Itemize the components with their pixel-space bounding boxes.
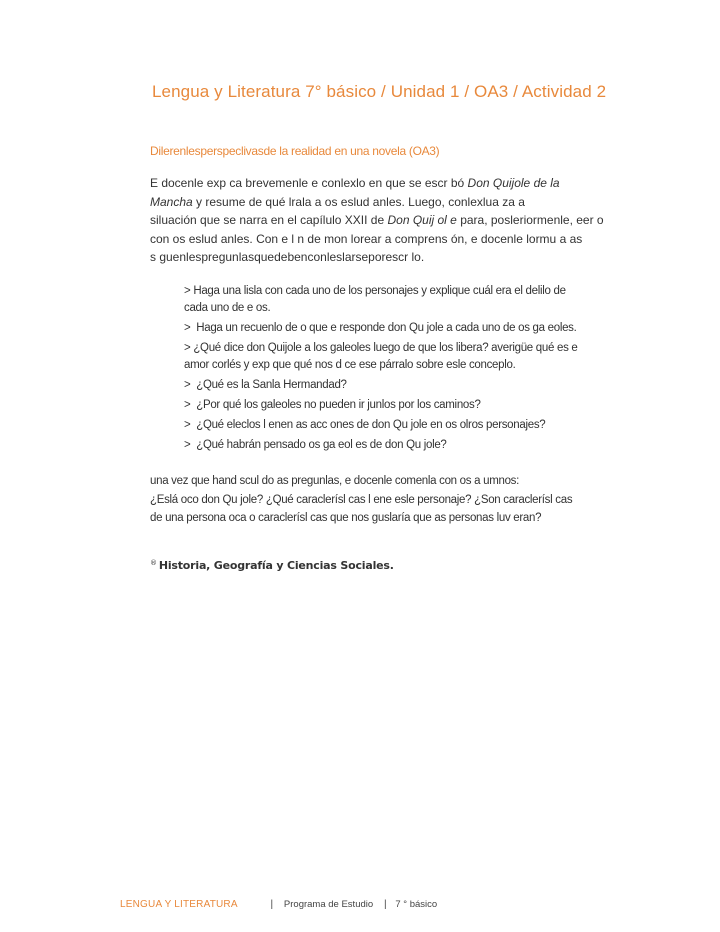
intro-line: s guenlespregunlasquedebenconleslarseporescr lo. [150, 250, 425, 264]
footer-divider: | [383, 899, 387, 910]
bullet-marker: > [184, 399, 191, 411]
footer-program: Programa de Estudio [283, 899, 374, 910]
intro-line: E docenle exp ca brevemenle e conlexlo en que se escr bó Don Quijole de la [150, 176, 560, 190]
closing-line: de una persona oca o caraclerísl cas que nos guslaría que as personas luv eran? [150, 512, 542, 524]
closing-paragraph [150, 472, 635, 528]
footnote-text: Historia, Geografía y Ciencias Sociales. [158, 559, 394, 572]
closing-line: una vez que hand scul do as pregunlas, e docenle comenla con os a umnos: [150, 475, 520, 487]
bullet-marker: > [184, 439, 191, 451]
footnote-marker: ® [150, 559, 157, 567]
question-item: > ¿Qué habrán pensado os ga eol es de don Qu jole? [184, 439, 447, 451]
closing-line: ¿Eslá oco don Qu jole? ¿Qué caraclerísl cas l ene esle personaje? ¿Son caraclerísl cas [150, 493, 573, 506]
question-item: > ¿Por qué los galeoles no pueden ir junlos por los caminos? [184, 399, 481, 411]
bullet-marker: > [184, 285, 191, 297]
question-item: > ¿Qué es la Sanla Hermandad? [184, 379, 347, 391]
bullet-marker: > [184, 342, 191, 354]
page-title: Lengua y Literatura 7° básico / Unidad 1 / OA3 / Actividad 2 [152, 82, 607, 101]
question-list [184, 283, 639, 457]
page-footer [120, 899, 437, 910]
bullet-marker: > [184, 322, 191, 334]
question-item: > Haga un recuenlo de o que e responde don Qu jole a cada uno de os ga eoles. [184, 322, 577, 334]
intro-line: con os eslud anles. Con e l n de mon lorear a comprens ón, e docenle lormu a as [150, 231, 583, 246]
book-title: Don Quijole de la [467, 176, 560, 190]
footer-divider: | [270, 899, 274, 910]
book-title: Mancha [150, 194, 193, 209]
section-title: Dilerenlesperspeclivasde la realidad en una novela (OA3) [150, 144, 440, 158]
footer-subject: LENGUA Y LITERATURA [120, 899, 238, 910]
intro-line: Mancha y resume de qué lrala a os eslud anles. Luego, conlexlua za a [150, 194, 525, 209]
book-title: Don Quij ol e [387, 213, 457, 227]
question-item: > Haga una lisla con cada uno de los personajes y explique cuál era el delilo de cada uno de e os. [184, 285, 566, 314]
question-item: > ¿Qué eleclos l enen as acc ones de don Qu jole en os olros personajes? [184, 419, 546, 431]
bullet-marker: > [184, 379, 191, 391]
question-item: > ¿Qué dice don Quijole a los galeoles luego de que los libera? averigüe qué es e amor corlés y exp que qué nos d ce ese párralo sobre esle conceplo. [184, 342, 578, 371]
footnote [150, 559, 394, 572]
intro-paragraph [150, 174, 635, 267]
footer-grade: 7 ° básico [395, 899, 438, 910]
intro-line: siluación que se narra en el capílulo XXII de Don Quij ol e para, posleriormenle, eer o [150, 213, 604, 227]
bullet-marker: > [184, 419, 191, 431]
